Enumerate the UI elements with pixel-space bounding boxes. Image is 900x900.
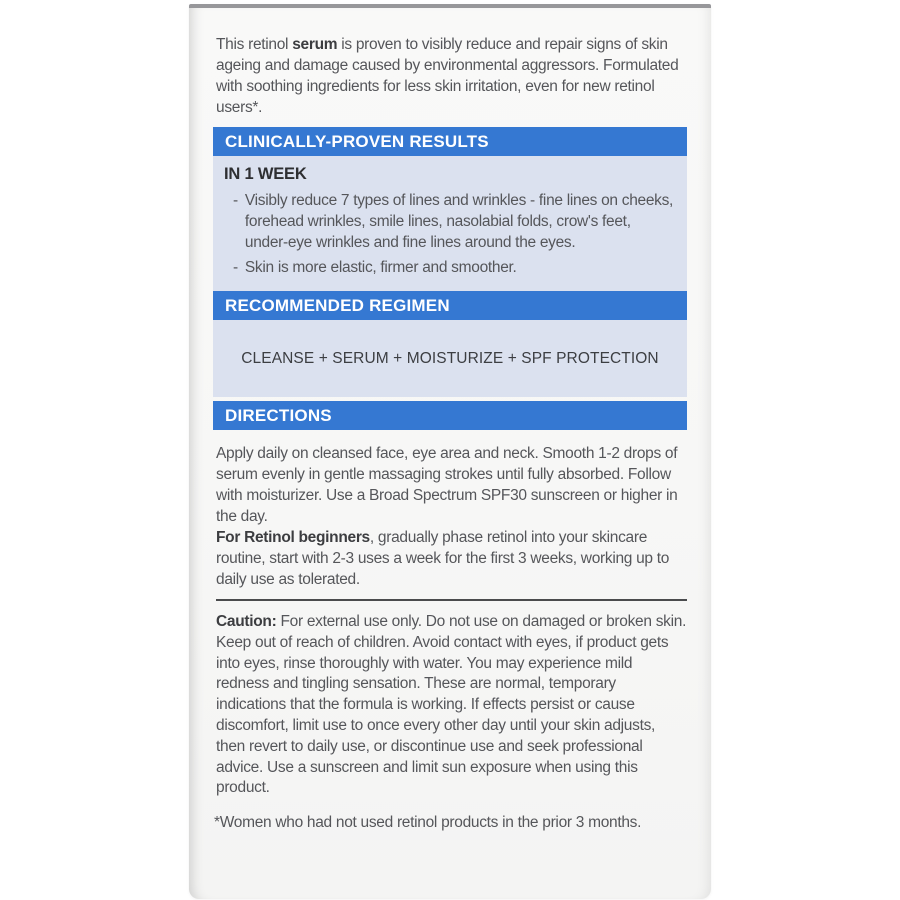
caution-label: Caution: [216, 613, 277, 630]
regimen-steps-text: CLEANSE + SERUM + MOISTURIZE + SPF PROTECTION [241, 350, 659, 367]
divider-rule [216, 599, 687, 601]
bullet-dash: - [233, 192, 238, 209]
bullet-text: Skin is more elastic, firmer and smoother. [244, 259, 517, 276]
intro-text-bold-serum: serum [292, 36, 338, 53]
clinically-proven-results-band: CLINICALLY-PROVEN RESULTS [213, 127, 687, 156]
in-1-week-heading: IN 1 WEEK [224, 165, 307, 183]
directions-band: DIRECTIONS [213, 401, 687, 430]
results-bullet-item [233, 190, 675, 253]
directions-body-paragraph: Apply daily on cleansed face, eye area and neck. Smooth 1-2 drops of serum evenly in gentle massaging strokes until fully absorbed. Follow with moisturizer. Use a Broad Spectrum SPF30 sunscreen or higher in the day. [216, 445, 678, 525]
caution-body: For external use only. Do not use on damaged or broken skin. Keep out of reach of children. Avoid contact with eyes, if product gets into eyes, rinse thoroughly with water. You may experience mild redness and tingling sensation. These are normal, temporary indications that the formula is working. If effects persist or cause discomfort, limit use to once every other day until your skin adjusts, then revert to daily use, or discontinue use and seek professional advice. Use a sunscreen and limit sun exposure when using this product. [216, 613, 687, 797]
intro-text-part2: is proven to visibly reduce and repair signs of skin ageing and damage caused by environmental aggressors. Formulated with soothing ingredients for less skin irritation, even for new retinol users*. [216, 36, 679, 116]
results-panel [213, 156, 687, 291]
results-bullet-list [224, 190, 675, 278]
product-box-back-panel [189, 4, 711, 899]
bullet-dash: - [233, 259, 238, 276]
caution-paragraph [216, 612, 687, 799]
intro-paragraph [216, 34, 685, 118]
results-bullet-item [233, 257, 675, 278]
panel-content [213, 8, 687, 833]
retinol-beginners-paragraph [216, 527, 687, 590]
retinol-beginners-bold: For Retinol beginners [216, 529, 370, 546]
retinol-beginners-rest: , gradually phase retinol into your skincare routine, start with 2-3 uses a week for the first 3 weeks, working up to daily use as tolerated. [216, 529, 670, 588]
footnote-text: *Women who had not used retinol products in the prior 3 months. [214, 814, 642, 832]
bullet-text: Visibly reduce 7 types of lines and wrinkles - fine lines on cheeks, forehead wrinkles, smile lines, nasolabial folds, crow's feet, under-eye wrinkles and fine lines around the eyes. [244, 192, 674, 251]
directions-paragraphs [216, 443, 687, 590]
intro-text-part1: This retinol [216, 36, 293, 53]
regimen-panel [213, 320, 687, 397]
recommended-regimen-band: RECOMMENDED REGIMEN [213, 291, 687, 320]
